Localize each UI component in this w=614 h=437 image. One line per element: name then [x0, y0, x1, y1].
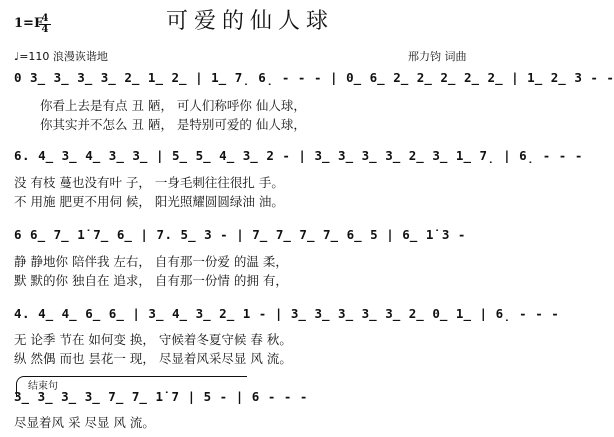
system-4-lyrics-verse-1: 无 论季 节在 如何变 换， 守候着冬夏守候 春 秋。 — [14, 332, 292, 347]
system-1-lyrics-verse-1: 你看上去是有点 丑 陋， 可人们称呼你 仙人球， — [40, 98, 306, 113]
system-1-lyrics-verse-2: 你其实并不怎么 丑 陋， 是特别可爱的 仙人球， — [40, 117, 306, 132]
meter-bottom: 4 — [41, 24, 49, 35]
system-2-lyrics-verse-2: 不 用施 肥更不用伺 候， 阳光照耀圆圆绿油 油。 — [14, 194, 284, 209]
system-2-notes: 6. 4̲ 3̲ 4̲ 3̲ 3̲ | 5̲ 5̲ 4̲ 3̲ 2 - | 3̲ 3̲ 3̲ 3̲ 2̲ 3̲ 1̲ 7̣ | 6̣ - - - — [14, 148, 583, 163]
ending-label: 结束句 — [28, 381, 58, 392]
system-4-lyrics-verse-2: 纵 然偶 而也 昙花一 现， 尽显着风采尽显 风 流。 — [14, 351, 292, 366]
system-3-lyrics-verse-2: 默 默的你 独自在 追求， 自有那一份情 的拥 有， — [14, 273, 288, 288]
composer-credit: 邢力钧 词曲 — [408, 50, 467, 63]
time-signature — [39, 14, 51, 35]
system-2-lyrics-verse-1: 没 有枝 蔓也没有叶 子， 一身毛刺往往很扎 手。 — [14, 175, 284, 190]
meter-top: 4 — [41, 13, 49, 24]
tempo-marking: ♩=110 浪漫诙谐地 — [14, 50, 108, 63]
system-1-notes: 0 3̲ 3̲ 3̲ 3̲ 2̲ 1̲ 2̲ | 1̲ 7̣ 6̣ - - - | 0̲ 6̲ 2̲ 2̲ 2̲ 2̲ 2̲ | 1̲ 2̲ 3 - - — [14, 70, 614, 85]
key-signature: 1=F — [14, 16, 44, 31]
system-5-lyrics: 尽显着风 采 尽显 风 流。 — [14, 415, 155, 430]
system-3-notes: 6 6̲ 7̲ 1̇ 7̲ 6̲ | 7. 5̲ 3 - | 7̲ 7̲ 7̲ 7̲ 6̲ 5 | 6̲ 1̇ 3 - — [14, 227, 466, 242]
song-title: 可爱的仙人球 — [165, 9, 334, 34]
system-4-notes: 4. 4̲ 4̲ 6̲ 6̲ | 3̲ 4̲ 3̲ 2̲ 1 - | 3̲ 3̲ 3̲ 3̲ 3̲ 2̲ 0̲ 1̲ | 6̣ - - - — [14, 306, 560, 321]
system-3-lyrics-verse-1: 静 静地你 陪伴我 左右， 自有那一份爱 的温 柔， — [14, 254, 288, 269]
system-5-notes: 3̲ 3̲ 3̲ 3̲ 7̲ 7̲ 1̇ 7 | 5 - | 6 - - - — [14, 389, 308, 404]
